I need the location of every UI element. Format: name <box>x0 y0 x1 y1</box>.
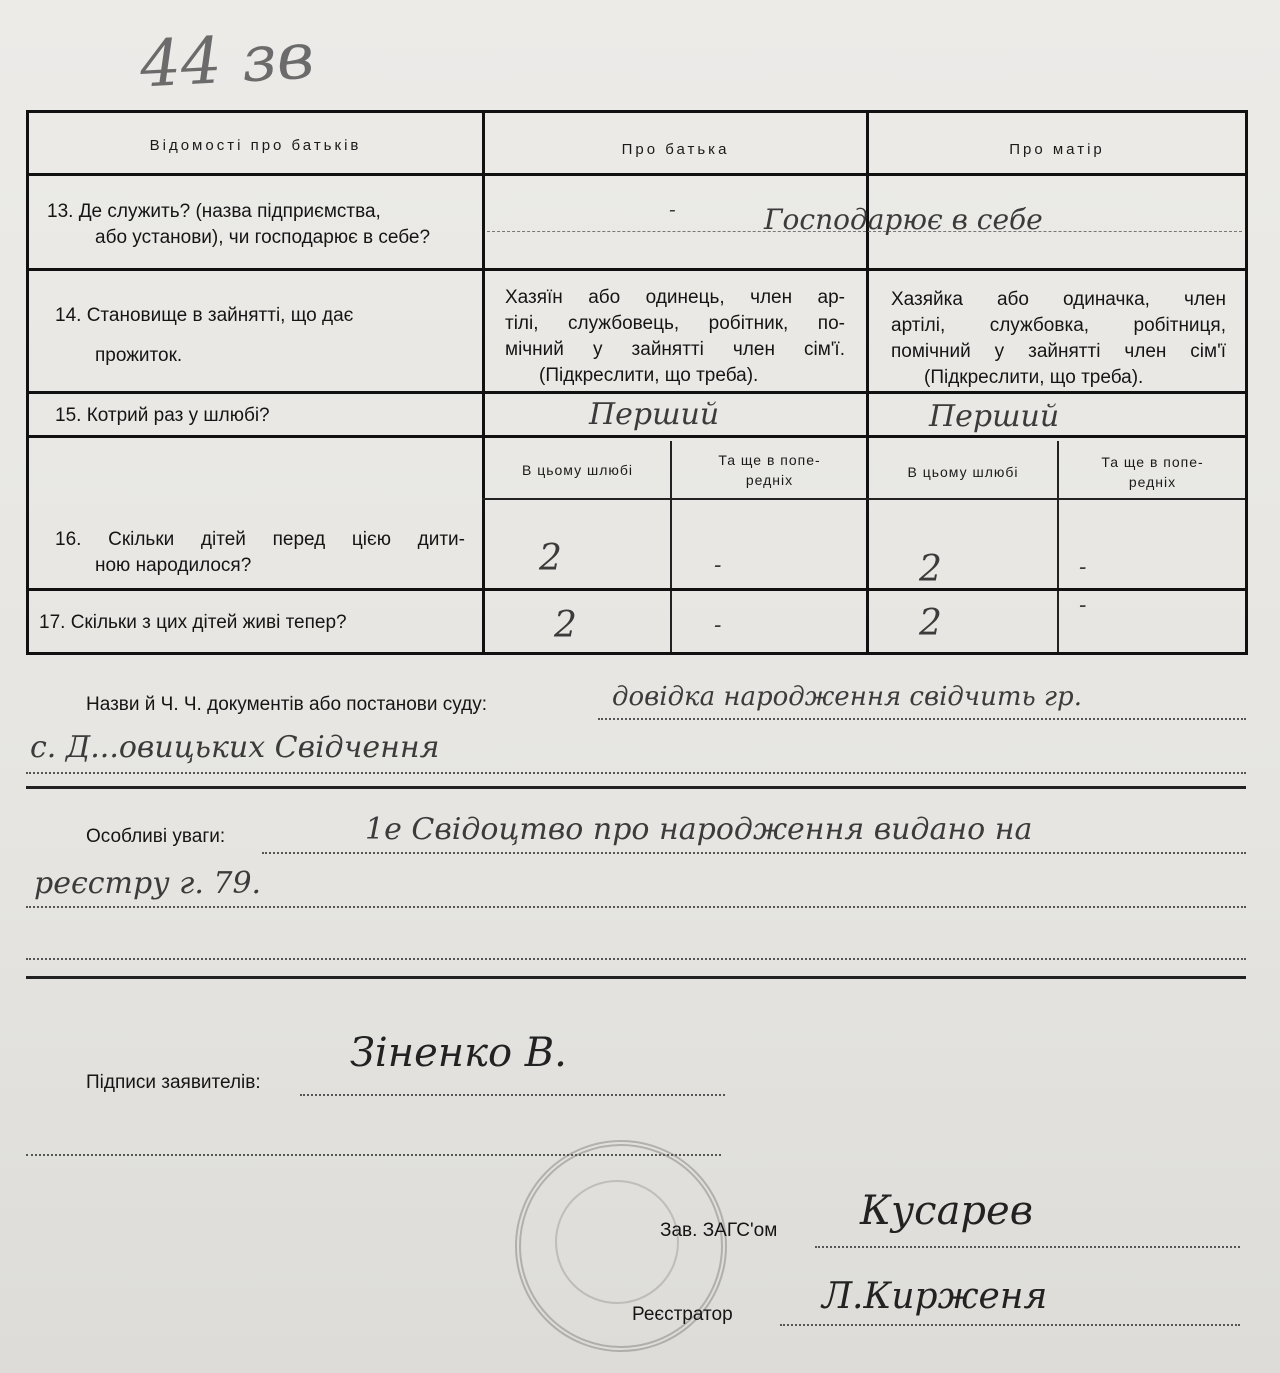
row17-mother-prev: - <box>1079 593 1087 618</box>
applicants-signature-label: Підписи заявителів: <box>86 1072 261 1093</box>
row13-mother-value: Господарює в себе <box>764 203 1043 236</box>
notes-label: Особливі уваги: <box>86 826 226 847</box>
documents-value-line2: с. Д...овицьких Свідчення <box>30 730 440 765</box>
zags-head-signature-line <box>815 1246 1240 1248</box>
row16-father-prev: - <box>714 553 722 578</box>
row17-mother-this: 2 <box>919 603 942 644</box>
subheader-father-prev-line1: Та ще в попе- <box>718 452 821 468</box>
table-col-divider <box>482 113 485 652</box>
table-subcol-divider <box>670 441 672 652</box>
documents-label: Назви й Ч. Ч. документів або постанови суду: <box>86 694 487 715</box>
row14-label-line1: 14. Становище в зайнятті, що дає <box>55 305 354 326</box>
row14-father-line3: мічний у зайнятті член сім'ї. <box>505 339 845 360</box>
header-father: Про батька <box>621 141 730 158</box>
zags-head-label: Зав. ЗАГС'ом <box>660 1220 778 1241</box>
documents-line <box>598 718 1246 720</box>
row14-mother-line1: Хазяйка або одиначка, член <box>891 289 1226 310</box>
row16-mother-prev: - <box>1079 555 1087 580</box>
row16-label-line2: ною народилося? <box>95 555 252 576</box>
notes-line <box>262 852 1246 854</box>
row15-father-value: Перший <box>589 397 720 432</box>
row14-father-line1: Хазяїн або одинець, член ар- <box>505 287 845 308</box>
documents-value-line1: довідка народження свідчить гр. <box>612 682 1082 712</box>
row13-label-line1: 13. Де служить? (назва підприємства, <box>47 201 381 222</box>
row17-father-this: 2 <box>554 605 577 646</box>
archive-mark: 44 зв <box>138 19 316 103</box>
row16-mother-this: 2 <box>919 549 942 590</box>
row13-label-line2: або установи), чи господарює в себе? <box>95 227 431 248</box>
notes-value-line2: реєстру г. 79. <box>34 866 262 901</box>
applicants-signature-line <box>300 1094 725 1096</box>
registrar-signature-line <box>780 1324 1240 1326</box>
table-row-divider <box>29 268 1245 271</box>
subheader-mother-prev-line1: Та ще в попе- <box>1101 454 1204 470</box>
section-divider <box>26 786 1246 789</box>
row15-label: 15. Котрий раз у шлюбі? <box>55 405 270 426</box>
subheader-mother-this-marriage: В цьому шлюбі <box>907 464 1019 480</box>
row14-mother-line2: артілі, службовка, робітниця, <box>891 315 1226 336</box>
notes-value-line1: 1е Свідоцтво про народження видано на <box>365 812 1033 847</box>
row14-father-line2: тілі, службовець, робітник, по- <box>505 313 845 334</box>
table-subcol-divider <box>1057 441 1059 652</box>
subheader-father-prev-line2: редніх <box>745 472 794 488</box>
table-row-divider <box>29 391 1245 394</box>
parents-info-table <box>26 110 1248 655</box>
applicants-signature: Зіненко В. <box>350 1030 567 1076</box>
table-row-divider <box>29 588 1245 591</box>
row17-label: 17. Скільки з цих дітей живі тепер? <box>39 612 347 633</box>
notes-line-3 <box>26 958 1246 960</box>
row15-mother-value: Перший <box>929 399 1060 434</box>
subheader-mother-prev-line2: редніх <box>1128 474 1177 490</box>
row16-father-this: 2 <box>539 538 562 579</box>
row14-father-line4: (Підкреслити, що треба). <box>539 365 759 386</box>
registrar-signature: Л.Кирженя <box>822 1276 1048 1317</box>
header-parents-info: Відомості про батьків <box>149 137 362 154</box>
zags-head-signature: Кусарев <box>860 1188 1033 1234</box>
table-row-divider <box>29 173 1245 176</box>
table-col-divider <box>866 113 869 652</box>
section-divider <box>26 976 1246 979</box>
row13-father-value: - <box>669 197 676 221</box>
documents-line-2 <box>26 772 1246 774</box>
registrar-label: Реєстратор <box>632 1304 733 1325</box>
table-subheader-divider <box>482 498 1245 500</box>
row17-father-prev: - <box>714 613 722 638</box>
notes-line-2 <box>26 906 1246 908</box>
table-row-divider <box>29 435 1245 438</box>
row16-label-line1: 16. Скільки дітей перед цією дити- <box>55 529 465 550</box>
subheader-father-this-marriage: В цьому шлюбі <box>521 462 634 478</box>
row14-mother-line3: помічний у зайнятті член сім'ї <box>891 341 1226 362</box>
row14-mother-line4: (Підкреслити, що треба). <box>924 367 1144 388</box>
header-mother: Про матір <box>1009 141 1105 158</box>
row14-label-line2: прожиток. <box>95 345 183 366</box>
